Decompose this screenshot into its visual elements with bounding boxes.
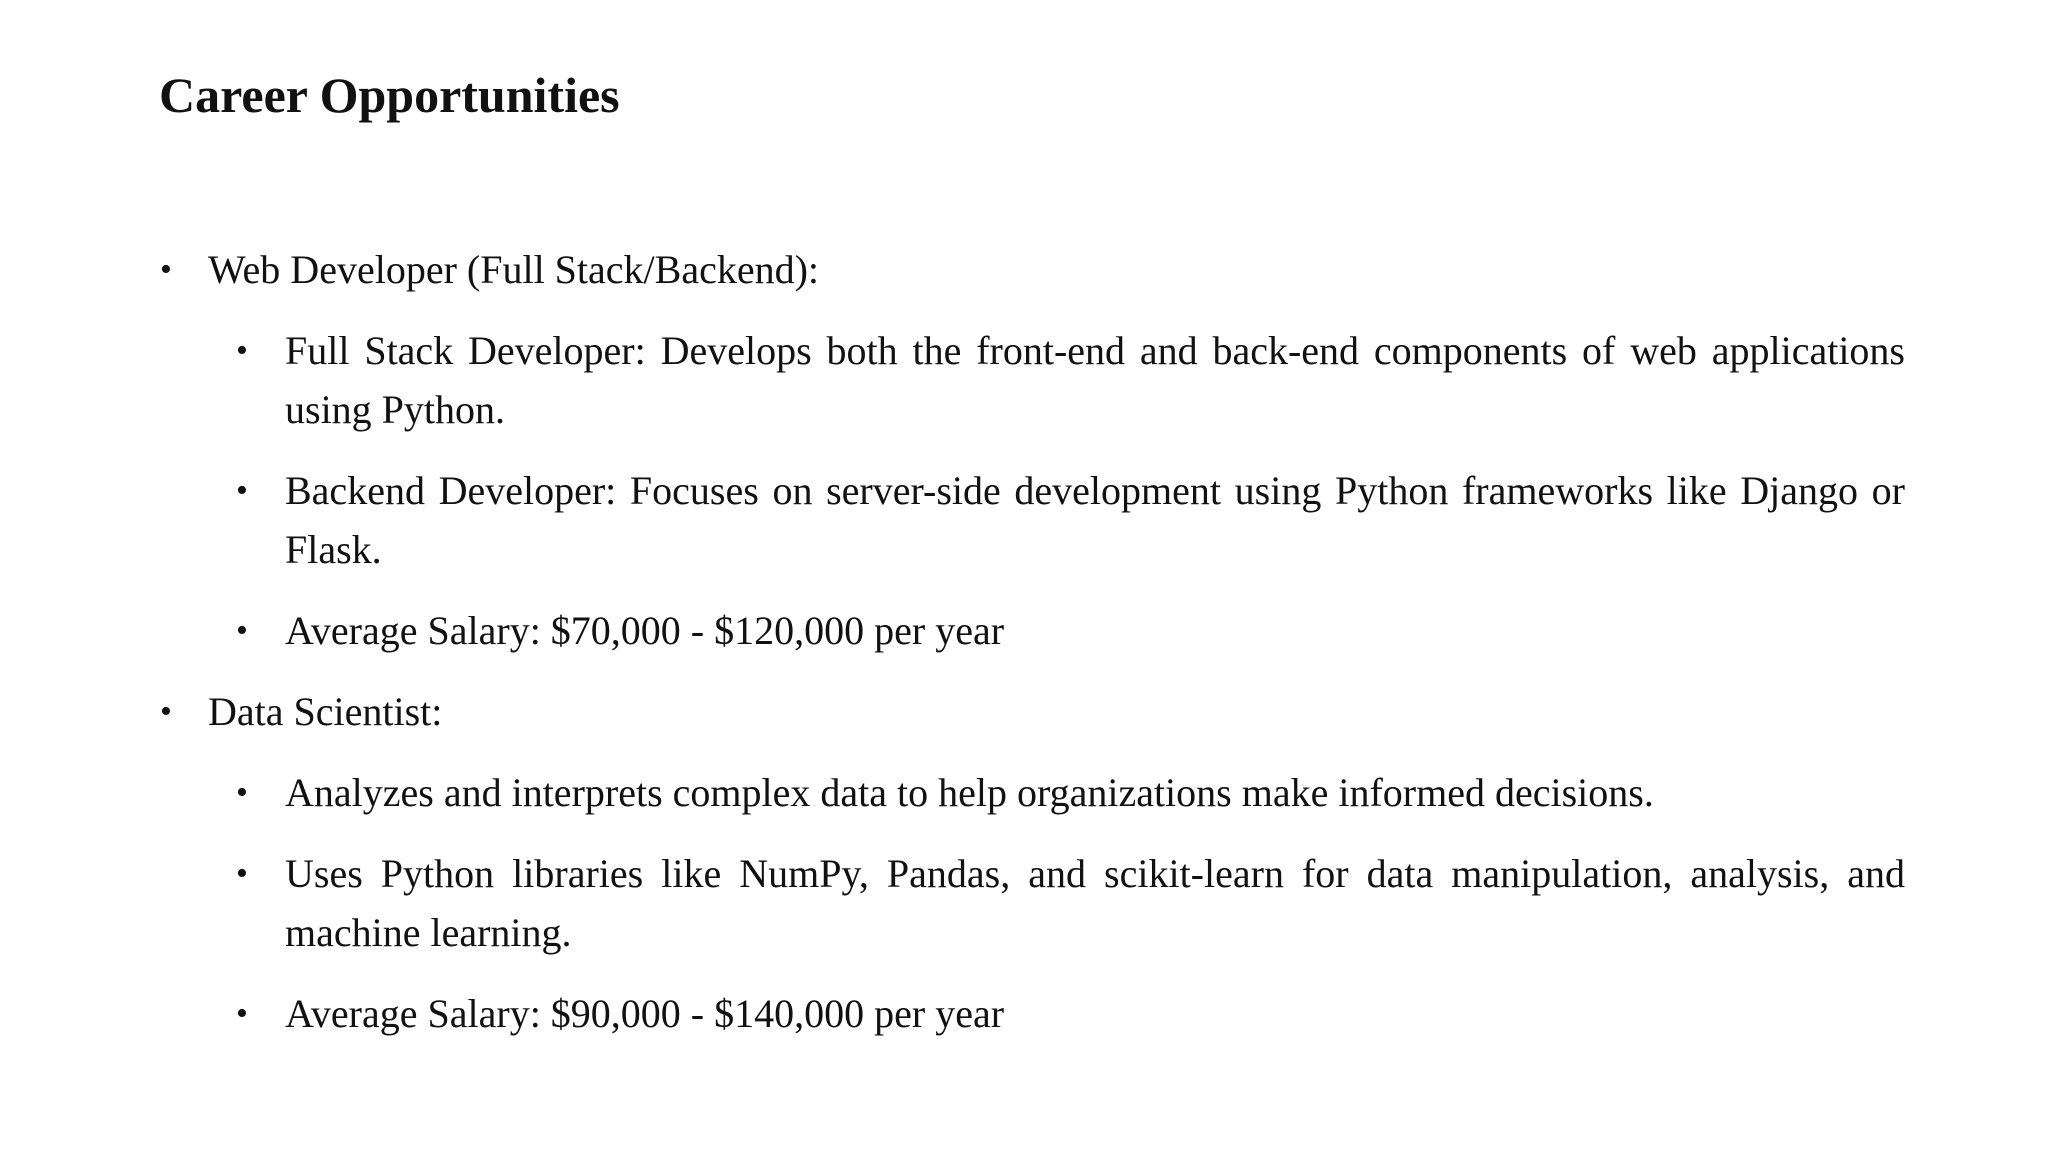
list-item-ds-salary: [236, 984, 1905, 1043]
section-heading-text: Data Scientist:: [208, 689, 443, 734]
bullet-icon: •: [160, 693, 172, 730]
bullet-icon: •: [236, 855, 248, 892]
section-heading-text: Web Developer (Full Stack/Backend):: [208, 247, 820, 292]
list-item-text: Analyzes and interprets complex data to help organizations make informed decisions.: [285, 770, 1654, 815]
bullet-icon: •: [236, 995, 248, 1032]
bullet-icon: •: [236, 472, 248, 509]
section-heading-data-scientist: [160, 682, 1908, 741]
list-item-python-libraries: [236, 844, 1905, 962]
list-item-web-salary: [236, 601, 1905, 660]
list-item-text: Average Salary: $70,000 - $120,000 per year: [285, 608, 1005, 653]
list-item-text: Full Stack Developer: Develops both the front-end and back-end components of web applications using Python.: [285, 328, 1905, 432]
bullet-list: [0, 240, 2048, 1065]
list-item-text: Backend Developer: Focuses on server-side development using Python frameworks like Django or Flask.: [285, 468, 1905, 572]
list-item-text: Average Salary: $90,000 - $140,000 per year: [285, 991, 1005, 1036]
bullet-icon: •: [160, 251, 172, 288]
bullet-icon: •: [236, 612, 248, 649]
list-item-backend: [236, 461, 1905, 579]
bullet-icon: •: [236, 332, 248, 369]
slide-title: Career Opportunities: [159, 67, 620, 123]
list-item-full-stack: [236, 321, 1905, 439]
list-item-analyzes: [236, 763, 1905, 822]
list-item-text: Uses Python libraries like NumPy, Pandas, and scikit-learn for data manipulation, analysis, and machine learning.: [285, 851, 1905, 955]
section-heading-web-developer: [160, 240, 1908, 299]
bullet-icon: •: [236, 774, 248, 811]
